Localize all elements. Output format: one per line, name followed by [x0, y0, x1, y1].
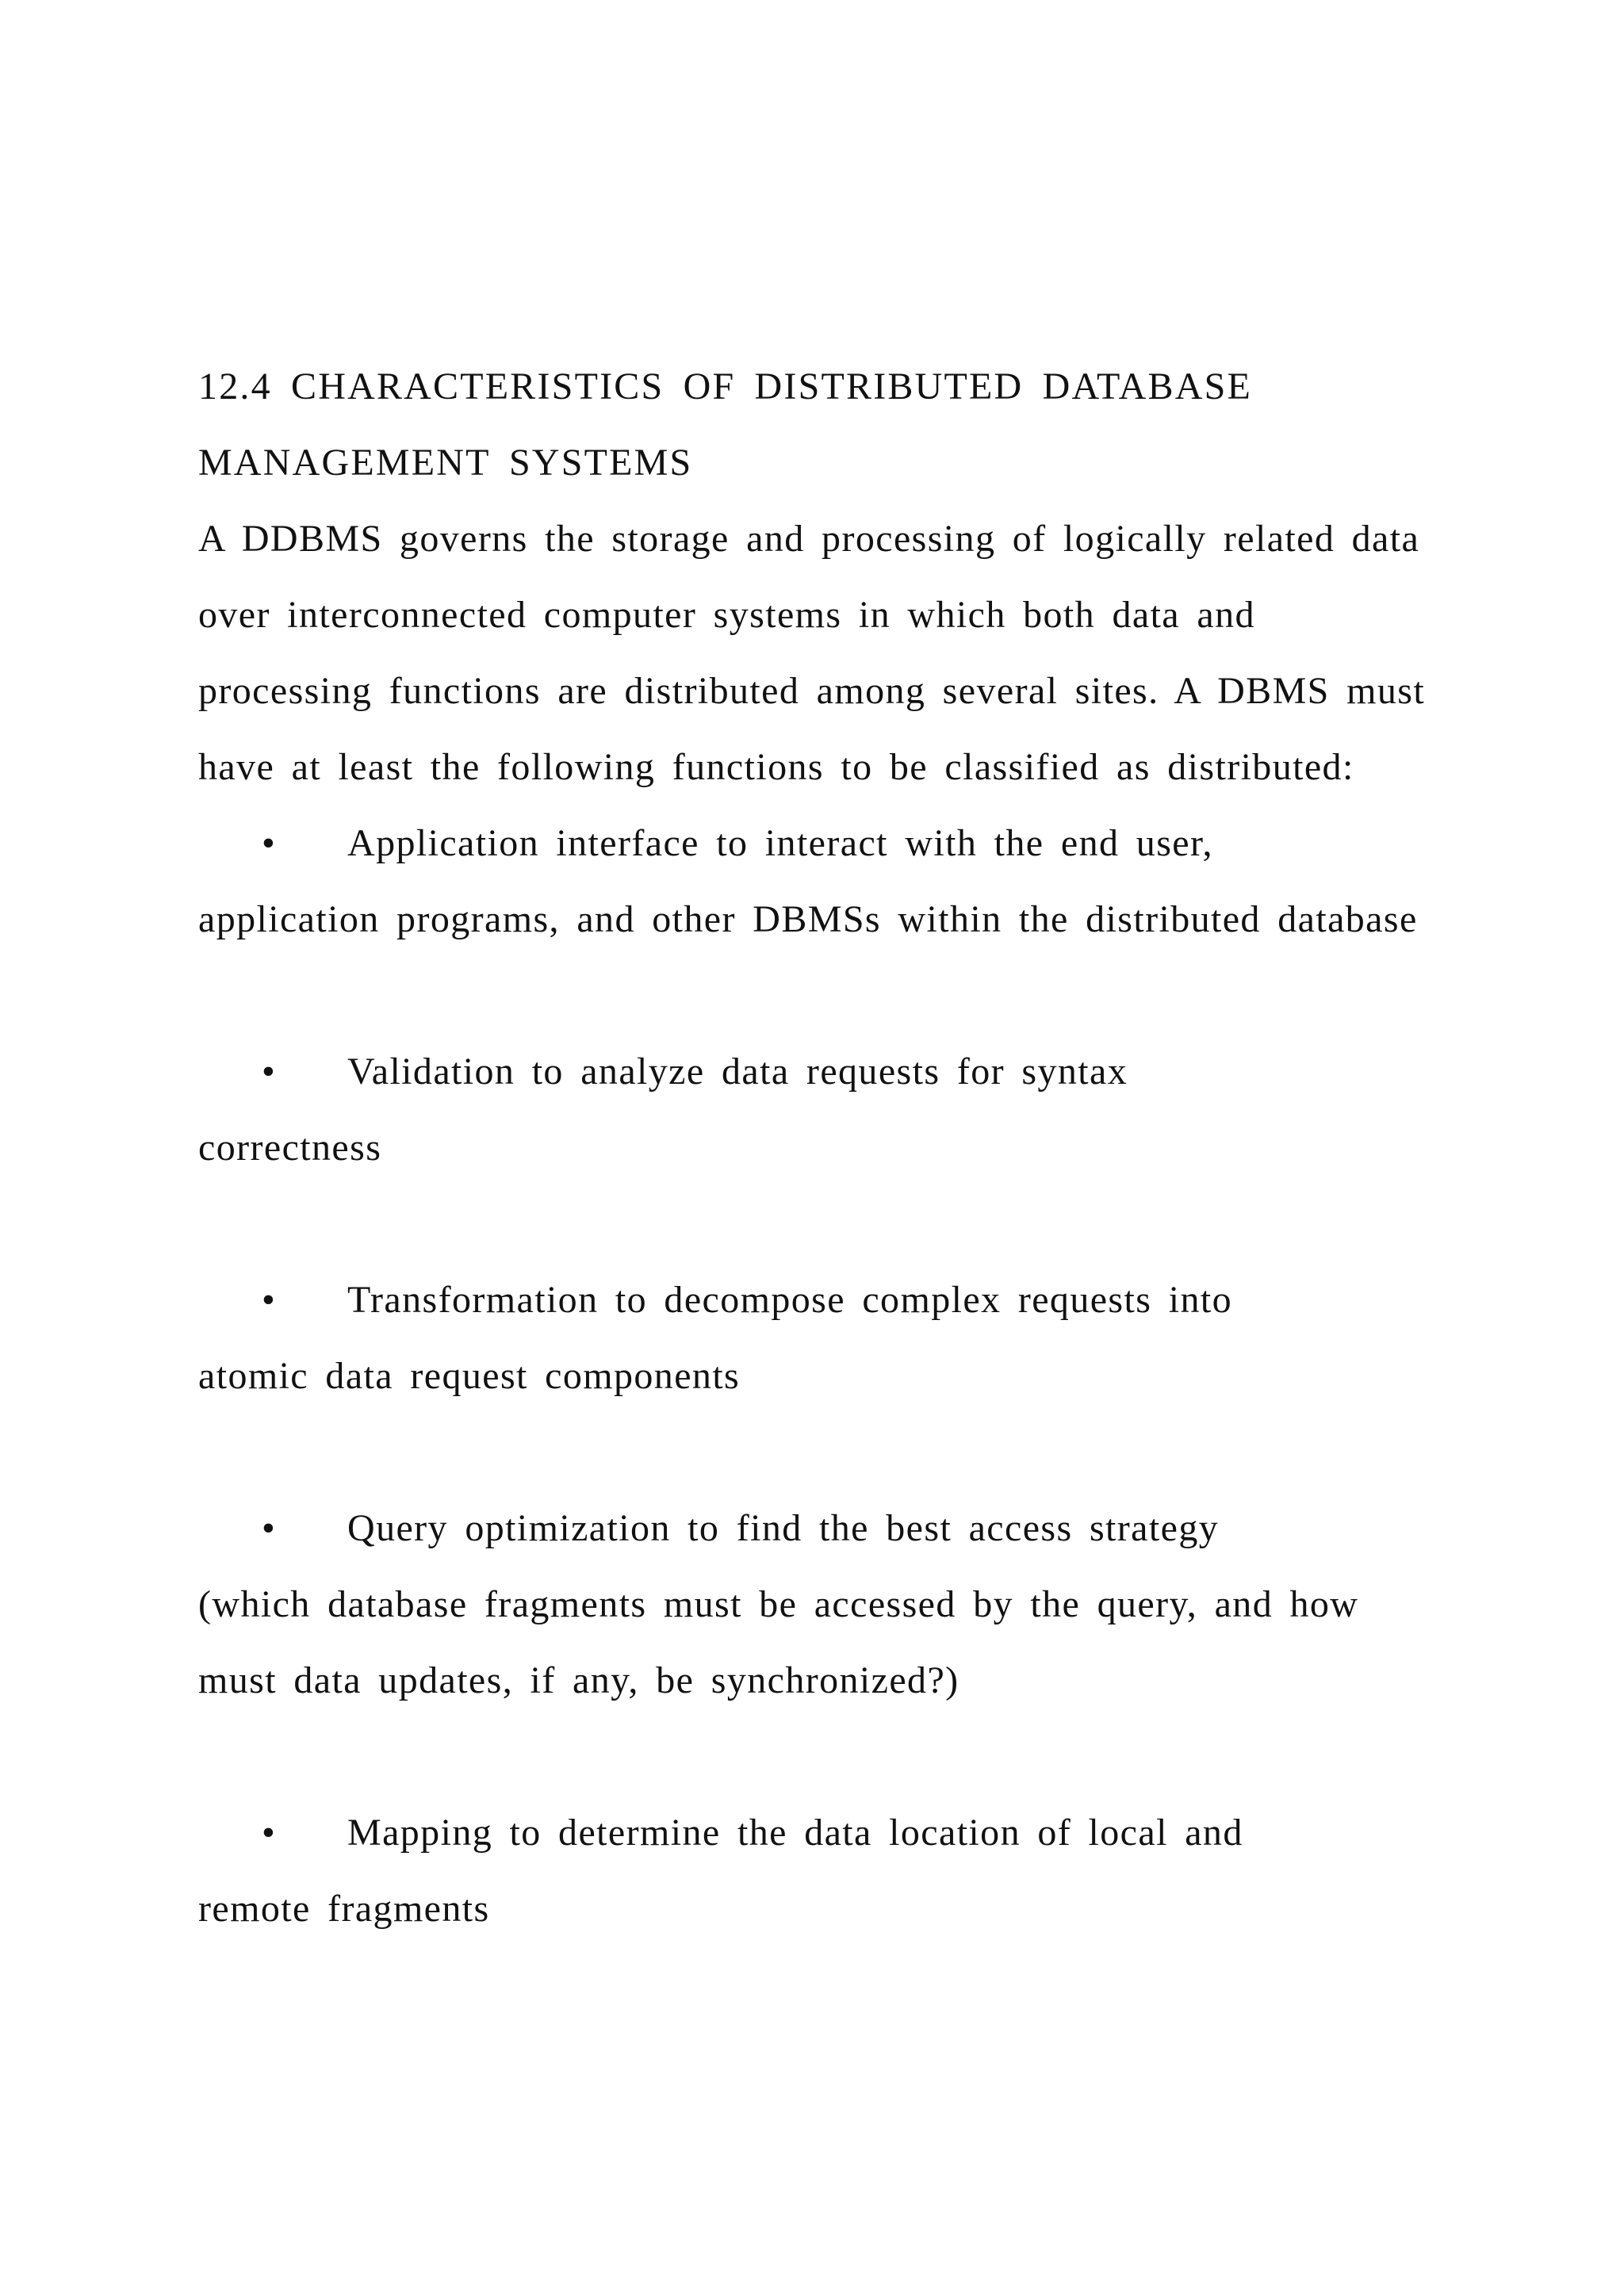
list-item	[198, 1262, 1435, 1414]
list-item-continuation: (which database fragments must be accessed by the query, and how must data updates, if any, be synchronized?)	[198, 1583, 1359, 1701]
list-item	[198, 1034, 1435, 1186]
intro-paragraph: A DDBMS governs the storage and processing of logically related data over interconnected computer systems in which both data and processing functions are distributed among several sites. A DBMS must have at least the following functions to be classified as distributed:	[198, 518, 1426, 788]
bullet-symbol: •	[262, 1812, 277, 1854]
section-heading-line-2: MANAGEMENT SYSTEMS	[198, 442, 693, 484]
list-item-first-line: Validation to analyze data requests for syntax	[347, 1050, 1128, 1093]
list-item-first-line: Mapping to determine the data location of local and	[347, 1812, 1243, 1854]
list-item-first-line: Transformation to decompose complex requests into	[347, 1279, 1232, 1321]
function-list	[198, 806, 1435, 1947]
list-item-continuation: correctness	[198, 1127, 382, 1169]
list-item-continuation: application programs, and other DBMSs within the distributed database	[198, 898, 1418, 940]
bullet-symbol: •	[262, 1050, 277, 1093]
list-item-continuation: remote fragments	[198, 1888, 490, 1930]
list-item-continuation: atomic data request components	[198, 1355, 741, 1397]
document-page	[198, 349, 1435, 1947]
bullet-symbol: •	[262, 822, 277, 864]
section-heading	[198, 349, 1435, 501]
section-heading-line-1: 12.4 CHARACTERISTICS OF DISTRIBUTED DATABASE	[198, 365, 1253, 408]
list-item	[198, 806, 1435, 958]
list-item-first-line: Application interface to interact with the end user,	[347, 822, 1213, 864]
list-item	[198, 1795, 1435, 1947]
list-item	[198, 1490, 1435, 1719]
bullet-symbol: •	[262, 1507, 277, 1549]
bullet-symbol: •	[262, 1279, 277, 1321]
list-item-first-line: Query optimization to find the best access strategy	[347, 1507, 1220, 1549]
